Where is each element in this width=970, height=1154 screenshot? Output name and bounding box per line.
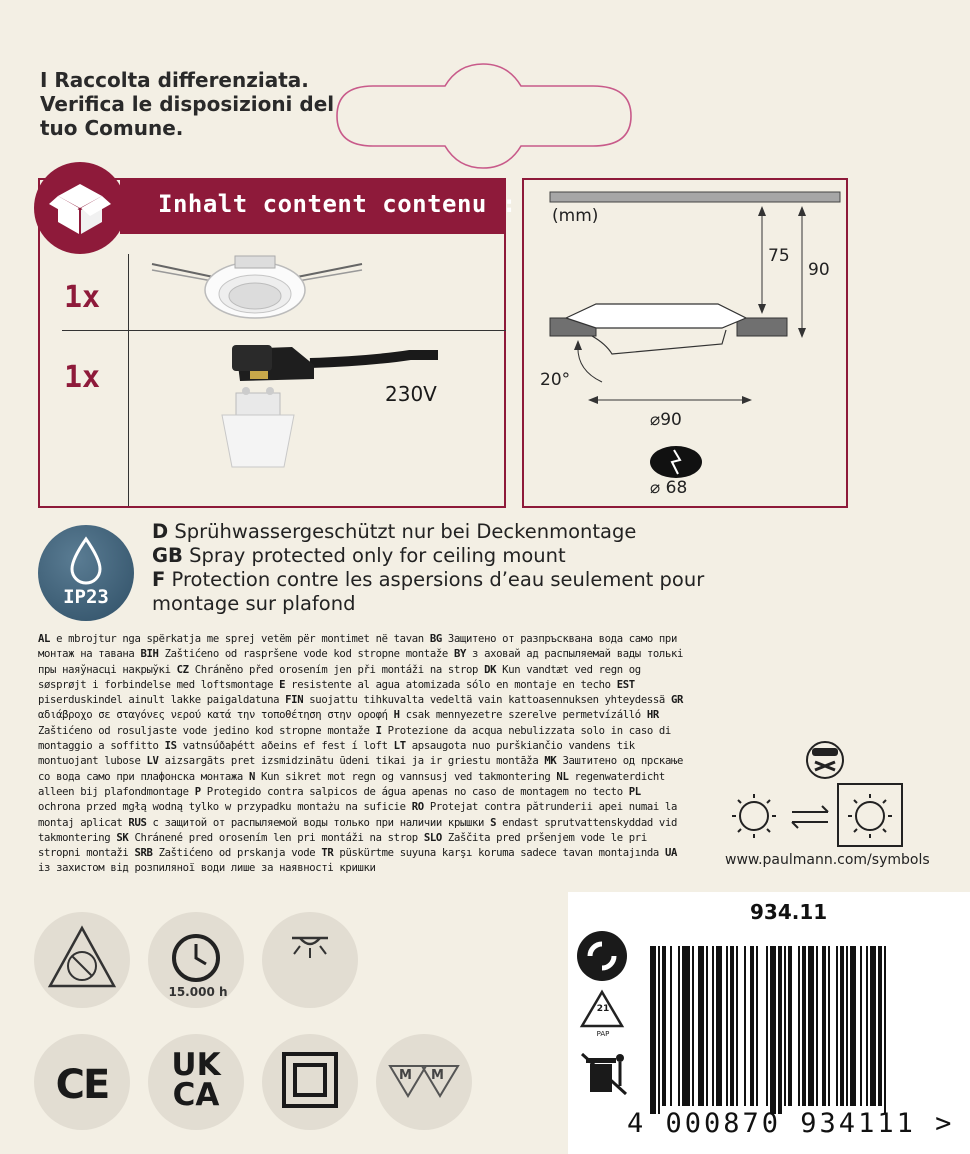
ceiling-light-icon bbox=[262, 912, 358, 1008]
barcode-bar bbox=[682, 946, 690, 1106]
lang-text: vatnsúðaþétt aðeins ef fest í loft bbox=[176, 740, 394, 753]
lang-code: LV bbox=[146, 755, 159, 768]
lang-code: AL bbox=[38, 633, 51, 645]
ce-mark: CE bbox=[55, 1062, 109, 1108]
lang-text: endast sprutvattenskyddad vid takmontering bbox=[38, 816, 677, 844]
barcode-bar bbox=[878, 946, 882, 1106]
lang-code: BG bbox=[429, 633, 442, 645]
lang-code: UA bbox=[664, 847, 678, 860]
lang-code: RUS bbox=[128, 816, 147, 829]
lang-text: Защитено от разпръсквана вода само при монтаж на тавана bbox=[38, 633, 677, 661]
spotlight-frame-illustration bbox=[140, 250, 380, 330]
lang-text: resistente al agua atomizada sólo en montaje en techo bbox=[285, 678, 617, 691]
barcode-bar bbox=[712, 946, 714, 1106]
lang-code: H bbox=[393, 709, 400, 722]
symbol-circle-1 bbox=[34, 912, 130, 1008]
lang-code: GR bbox=[670, 694, 684, 707]
barcode-bar bbox=[802, 946, 806, 1106]
barcode-bar bbox=[784, 946, 786, 1106]
lang-text: püskürtme suyuna karşı koruma sadece tavan montajında bbox=[333, 847, 665, 860]
lang-code: SLO bbox=[423, 831, 442, 844]
lang-code: E bbox=[279, 678, 286, 691]
lang-text: apsaugota nuo purškiančio vandens tik montuojant lubose bbox=[38, 740, 635, 768]
lang-text: regenwaterdicht alleen bij plafondmontage bbox=[38, 770, 665, 798]
ip-rating-label: IP23 bbox=[63, 586, 109, 608]
barcode-bar bbox=[716, 946, 722, 1106]
mm-mark-icon bbox=[376, 1034, 472, 1130]
lang-text: с защитой от распыляемой воды только при наличии крышки bbox=[146, 816, 491, 829]
symbol-circle-4 bbox=[34, 1034, 130, 1130]
barcode-bar bbox=[822, 946, 826, 1106]
tilt-label: 20° bbox=[540, 370, 571, 390]
lang-text: Chránené pred orosením len pri montáži na strop bbox=[128, 831, 424, 844]
lang-code: IS bbox=[164, 740, 177, 753]
divider-horizontal bbox=[62, 330, 506, 331]
mm-mark-1: M bbox=[399, 1068, 412, 1083]
lang-code: PL bbox=[628, 785, 641, 798]
lang-text: Zaštićeno od prskanja vode bbox=[152, 847, 322, 860]
barcode-bar bbox=[678, 946, 680, 1106]
lang-code: MK bbox=[544, 755, 557, 768]
lang-text: Zaštićeno od raspršene vode kod stropne montaže bbox=[158, 648, 454, 661]
barcode-bar bbox=[884, 946, 886, 1114]
lang-text: ochrona przed mgłą wodną tylko w przypadku montażu na suficie bbox=[38, 801, 412, 814]
lang-code: P bbox=[194, 785, 201, 798]
lang-text: Chráněno před orosením jen při montáži na strop bbox=[188, 663, 485, 676]
barcode-bar bbox=[836, 946, 838, 1106]
barcode-bar bbox=[726, 946, 728, 1106]
barcode-bar bbox=[798, 946, 800, 1106]
barcode-bar bbox=[850, 946, 856, 1106]
product-number: 934.11 bbox=[750, 900, 828, 924]
lang-text: з аховай ад распыляемай вады толькі пры наяўнасці накрыўкі bbox=[38, 648, 684, 676]
lang-code: RO bbox=[411, 801, 424, 814]
lang-code: S bbox=[490, 816, 497, 829]
barcode-bar bbox=[788, 946, 792, 1106]
symbol-circle-3 bbox=[262, 912, 358, 1008]
barcode-bar bbox=[840, 946, 844, 1106]
lang-code: BY bbox=[453, 648, 467, 661]
content-title: Inhalt content contenu : bbox=[158, 190, 517, 218]
lang-code: FIN bbox=[285, 694, 304, 707]
lang-text: αδιάβροχο σε σταγόνες νερού κατά την τοποθέτηση στην οροφή bbox=[38, 709, 394, 722]
barcode-bar bbox=[870, 946, 876, 1106]
barcode-bar bbox=[778, 946, 782, 1114]
ukca-mark bbox=[148, 1047, 244, 1113]
lang-text: Protezione da acqua nebulizzata solo in caso di montaggio a soffitto bbox=[38, 724, 671, 753]
lang-text: Zaštićeno od rosuljaste vode jedino kod stropne montaže bbox=[38, 724, 376, 737]
lang-text: Zaščita pred pršenjem vode le pri stropni montaži bbox=[38, 831, 647, 860]
barcode-bar bbox=[730, 946, 734, 1106]
symbols-url: www.paulmann.com/symbols bbox=[725, 852, 930, 868]
barcode-bar bbox=[828, 946, 830, 1106]
multilingual-text bbox=[38, 632, 686, 877]
label-outline bbox=[333, 60, 635, 172]
ukca-bottom: CA bbox=[172, 1077, 220, 1113]
lang-text: e mbrojtur nga spërkatja me sprej vetëm për montimet në tavan bbox=[50, 633, 430, 645]
lang-code: NL bbox=[556, 770, 569, 783]
barcode-bar bbox=[706, 946, 708, 1106]
barcode-bar bbox=[736, 946, 738, 1106]
lang-code: I bbox=[375, 724, 382, 737]
voltage-label: 230V bbox=[385, 382, 437, 406]
class-2-insulation-icon bbox=[262, 1034, 358, 1130]
depth-a-label: 75 bbox=[768, 246, 790, 266]
dimension-drawing bbox=[522, 178, 848, 508]
lang-text: із захистом від розпиляної води лише за наявності кришки bbox=[38, 862, 376, 875]
lang-text: Kun vandtæt ved regn og søsprøjt i forbindelse med loftsmontage bbox=[38, 663, 641, 691]
recycling-symbols bbox=[574, 926, 634, 1106]
barcode-bar bbox=[860, 946, 862, 1106]
qty-frame: 1x bbox=[64, 280, 101, 315]
disposal-note: I Raccolta differenziata. Verifica le disposizioni del tuo Comune. bbox=[40, 68, 335, 140]
lifetime-hours: 15.000 h bbox=[168, 985, 228, 999]
recycle-code: 21 bbox=[596, 1004, 610, 1014]
lang-text: csak mennyezetre szerelve permetvízálló bbox=[399, 709, 647, 722]
diameter-label: ⌀90 bbox=[650, 410, 682, 430]
ip-line-f-cont: montage sur plafond bbox=[152, 592, 356, 615]
mm-mark-2: M bbox=[431, 1068, 444, 1083]
lang-code: SK bbox=[116, 831, 129, 844]
barcode-bar bbox=[650, 946, 656, 1114]
lang-code: EST bbox=[616, 678, 635, 691]
cutout-label: ⌀ 68 bbox=[650, 478, 688, 498]
lang-code: SRB bbox=[134, 847, 153, 860]
lang-code: TR bbox=[321, 847, 334, 860]
ip-line-f: F Protection contre les aspersions d’eau seulement pour bbox=[152, 568, 705, 591]
barcode-bar bbox=[670, 946, 672, 1106]
lang-code: BIH bbox=[140, 648, 159, 661]
barcode-bar bbox=[866, 946, 868, 1106]
depth-b-label: 90 bbox=[808, 260, 830, 280]
barcode-bar bbox=[698, 946, 704, 1106]
lang-text: aizsargāts pret izsmidzinātu ūdeni tikai ja ir griestu montāža bbox=[158, 755, 545, 768]
lang-text: Kun sikret mot regn og vannsusj ved takmontering bbox=[255, 770, 557, 783]
barcode-bar bbox=[770, 946, 776, 1114]
lang-text: Protegido contra salpicos de água apenas no caso de montagem no tecto bbox=[200, 785, 629, 798]
barcode-bar bbox=[750, 946, 754, 1106]
barcode-bar bbox=[808, 946, 814, 1106]
barcode-bar bbox=[756, 946, 758, 1106]
recycle-label: PAP bbox=[596, 1030, 610, 1038]
barcode-bar bbox=[692, 946, 694, 1106]
barcode-bar bbox=[846, 946, 848, 1106]
symbol-circle-6 bbox=[262, 1034, 358, 1130]
thermal-protection-icon bbox=[34, 912, 130, 1008]
lang-text: Заштитено од прскање со вода само при плафонска монтажа bbox=[38, 755, 684, 783]
symbol-circle-7 bbox=[376, 1034, 472, 1130]
unit-label: (mm) bbox=[552, 206, 599, 226]
barcode-bar bbox=[744, 946, 746, 1106]
lang-text: Protejat contra pătrunderii apei numai la montaj aplicat bbox=[38, 801, 677, 829]
ip-description bbox=[152, 520, 704, 616]
lang-code: N bbox=[248, 770, 256, 783]
ukca-top: UK bbox=[171, 1047, 221, 1083]
symbol-circle-5 bbox=[148, 1034, 244, 1130]
barcode-bar bbox=[766, 946, 768, 1106]
green-dot-icon bbox=[577, 931, 627, 981]
divider-vertical bbox=[128, 254, 129, 506]
barcode-bar bbox=[662, 946, 666, 1106]
qty-lamp: 1x bbox=[64, 360, 101, 395]
ean-barcode bbox=[630, 938, 950, 1114]
barcode-number: 4 000870 934111 > bbox=[627, 1108, 955, 1139]
box-badge bbox=[34, 162, 126, 254]
box-icon bbox=[34, 162, 126, 254]
ip-line-gb: GB Spray protected only for ceiling mount bbox=[152, 544, 566, 567]
lamp-interchange-symbols bbox=[720, 738, 910, 848]
barcode-bar bbox=[658, 946, 660, 1114]
lang-code: DK bbox=[484, 663, 497, 676]
trash-bin-icon bbox=[582, 1054, 626, 1094]
lang-code: HR bbox=[646, 709, 659, 722]
ip-line-d: D Sprühwassergeschützt nur bei Deckenmontage bbox=[152, 520, 637, 543]
lang-text: piserduskindel ainult lakke paigaldatuna bbox=[38, 694, 286, 707]
lang-code: CZ bbox=[176, 663, 189, 676]
barcode-bar bbox=[816, 946, 818, 1106]
lang-text: suojattu tihkuvalta vedeltä vain kattoasennuksen yhteydessä bbox=[303, 694, 671, 707]
lang-code: LT bbox=[393, 740, 406, 753]
